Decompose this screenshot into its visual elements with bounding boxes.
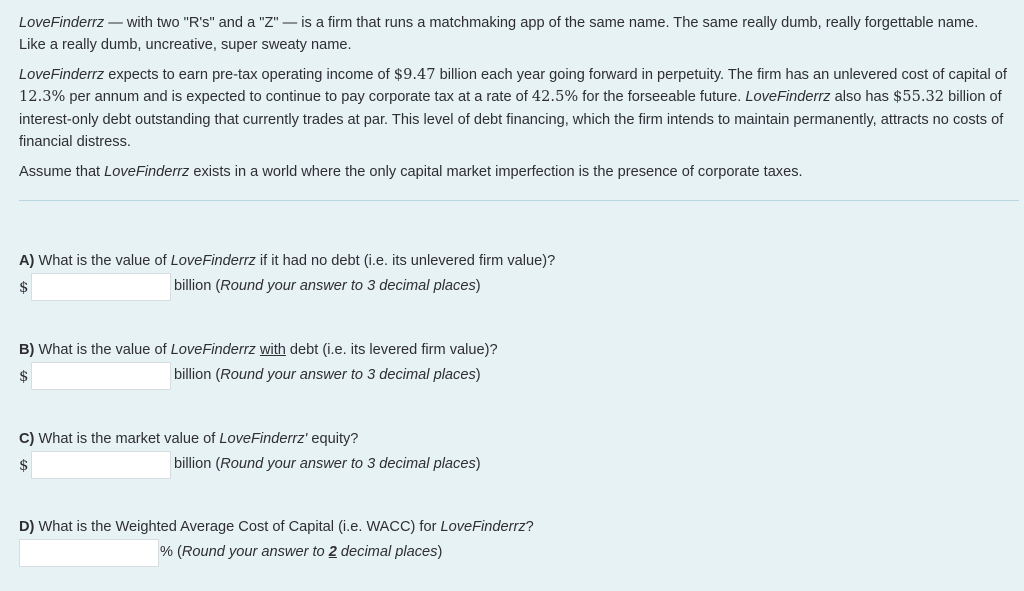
company-name: LoveFinderrz [440, 519, 526, 535]
tax-rate-value: 42.5% [531, 88, 579, 106]
company-name: LoveFinderrz' [219, 431, 308, 447]
question-letter: A) [19, 253, 35, 269]
unit-text: billion ( [174, 456, 221, 472]
rounding-instruction: Round your answer to 3 decimal places [220, 278, 476, 294]
unit-text: ) [475, 367, 481, 383]
answer-input-d[interactable] [19, 539, 159, 567]
company-name: LoveFinderrz [19, 15, 105, 31]
question-a [19, 251, 1009, 303]
company-name: LoveFinderrz [19, 67, 105, 83]
question-letter: C) [19, 431, 35, 447]
answer-unit-a [174, 278, 481, 294]
company-name: LoveFinderrz [745, 89, 831, 106]
question-text: What is the value of [34, 342, 171, 358]
company-name: LoveFinderrz [104, 164, 190, 180]
intro-paragraph-3 [19, 161, 1009, 183]
rounding-instruction: Round your answer to 3 decimal places [220, 367, 476, 383]
unit-text: ) [475, 278, 481, 294]
answer-row-b [19, 362, 1009, 392]
question-text: What is the value of [34, 253, 171, 269]
rounding-instruction: decimal places [336, 544, 438, 560]
question-text: debt (i.e. its levered firm value)? [285, 342, 498, 358]
intro-text: exists in a world where the only capital market imperfection is the presence of corporate taxes. [189, 164, 803, 180]
question-d-text [19, 517, 1009, 537]
question-text: if it had no debt (i.e. its unlevered firm value)? [255, 253, 556, 269]
rounding-digits: 2 [328, 544, 337, 560]
question-a-text [19, 251, 1009, 271]
company-name: LoveFinderrz [170, 342, 256, 358]
unit-text: ) [437, 544, 443, 560]
unit-text: % ( [160, 544, 182, 560]
company-name: LoveFinderrz [170, 253, 256, 269]
intro-text: per annum and is expected to continue to pay corporate tax at a rate of [65, 89, 532, 106]
answer-unit-b [174, 367, 481, 383]
answer-input-b[interactable] [31, 362, 171, 390]
intro-text: expects to earn pre-tax operating income of [104, 67, 394, 83]
intro-paragraph-1 [19, 12, 1009, 57]
intro-text: for the forseeable future. [578, 89, 746, 106]
answer-unit-c [174, 456, 481, 472]
question-letter: D) [19, 519, 35, 535]
answer-unit-d [160, 544, 442, 560]
operating-income-value: $9.47 [393, 66, 436, 83]
question-letter: B) [19, 342, 35, 358]
unit-text: billion ( [174, 278, 221, 294]
question-text: equity? [307, 431, 359, 447]
currency-symbol: $ [19, 456, 29, 474]
question-b-text [19, 340, 1009, 360]
answer-input-a[interactable] [31, 273, 171, 301]
intro-text: billion each year going forward in perpetuity. The firm has an unlevered cost of capital of [435, 67, 1007, 83]
unit-text: billion ( [174, 367, 221, 383]
question-c-text [19, 429, 1009, 449]
currency-symbol: $ [19, 278, 29, 296]
answer-row-d [19, 539, 1009, 569]
answer-row-a [19, 273, 1009, 303]
unlevered-cost-value: 12.3% [19, 88, 66, 106]
emphasis-with: with [259, 342, 286, 358]
debt-value: $55.32 [893, 88, 945, 106]
rounding-instruction: Round your answer to [181, 544, 329, 560]
question-text: ? [525, 519, 534, 535]
unit-text: ) [475, 456, 481, 472]
section-divider [19, 200, 1019, 201]
intro-paragraph-2 [19, 64, 1009, 154]
intro-text: — with two "R's" and a "Z" — is a firm that runs a matchmaking app of the same name. The same really dumb, really forgettable name. Like a really dumb, uncreative, super sweaty name. [19, 15, 979, 54]
question-d [19, 517, 1009, 569]
question-c [19, 429, 1009, 481]
intro-text: Assume that [19, 164, 105, 180]
intro-text: also has [830, 89, 893, 106]
currency-symbol: $ [19, 367, 29, 385]
answer-input-c[interactable] [31, 451, 171, 479]
question-text: What is the Weighted Average Cost of Capital (i.e. WACC) for [34, 519, 441, 535]
rounding-instruction: Round your answer to 3 decimal places [220, 456, 476, 472]
question-b [19, 340, 1009, 392]
intro-text: billion of interest-only debt outstanding that currently trades at par. This level of debt financing, which the firm intends to maintain permanently, attracts no costs of financial distress. [19, 89, 1004, 151]
answer-row-c [19, 451, 1009, 481]
question-text: What is the market value of [34, 431, 220, 447]
